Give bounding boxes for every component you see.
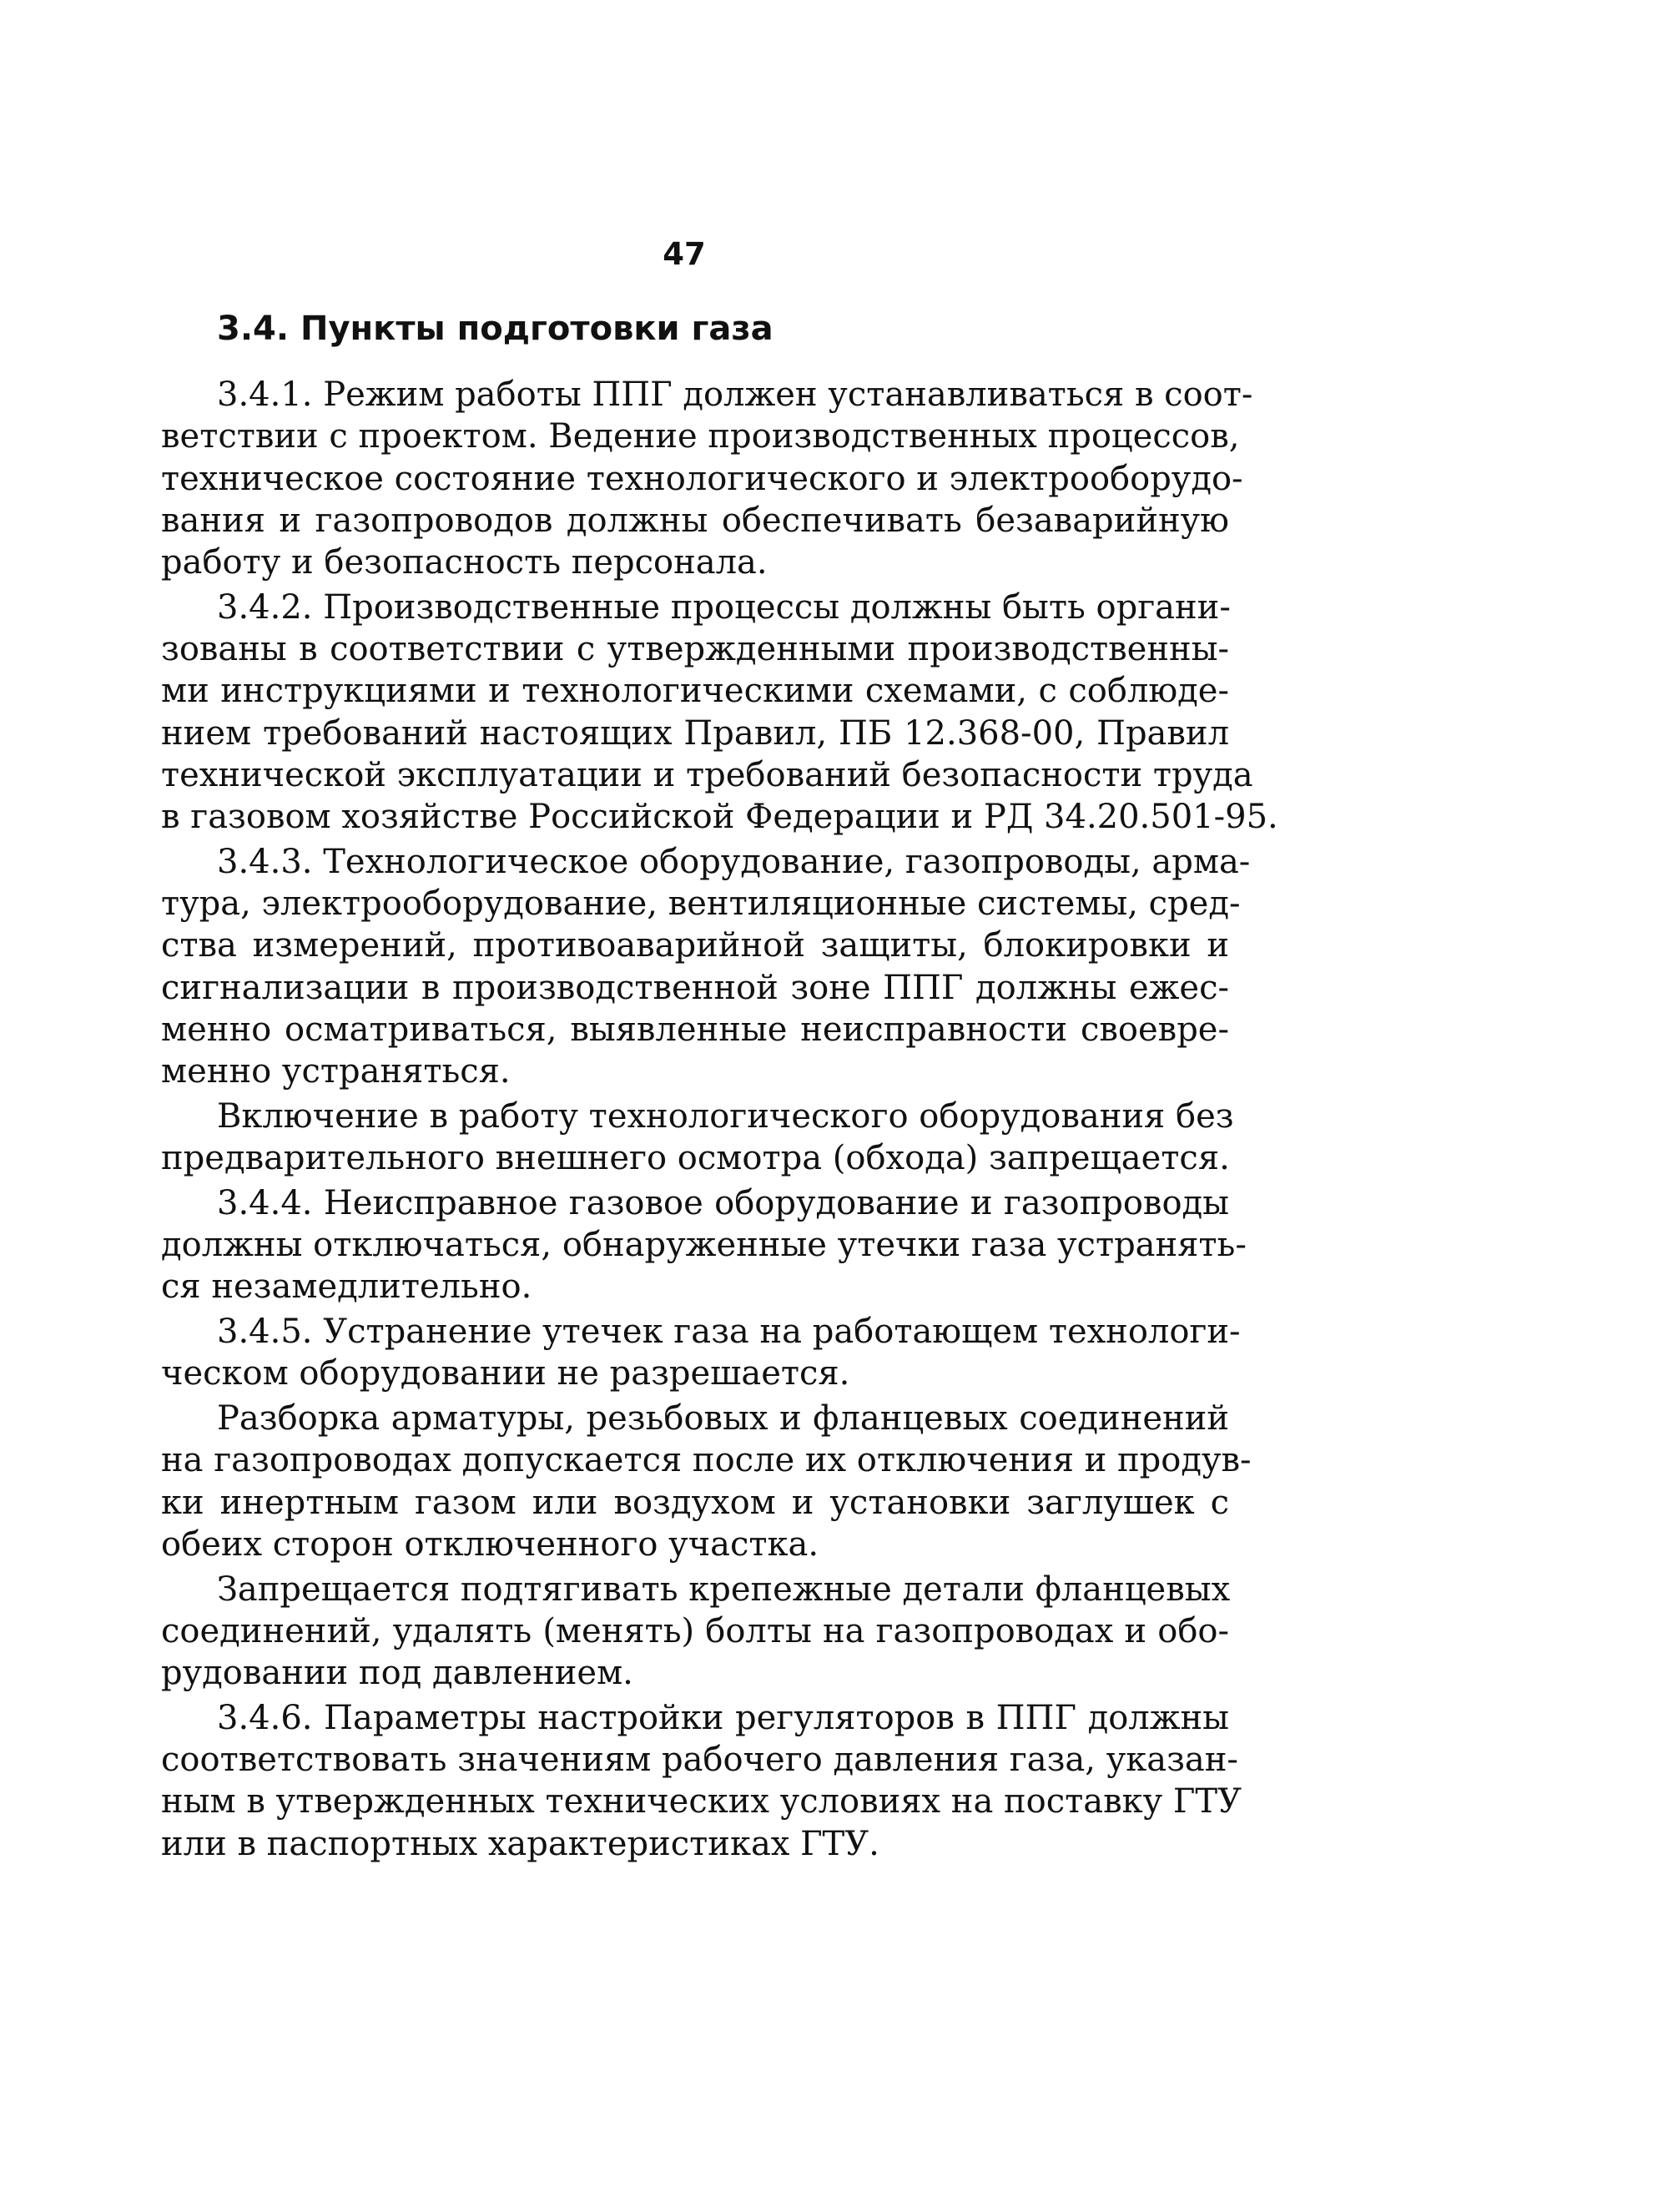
text-line: ческом оборудовании не разрешается. <box>161 1354 850 1393</box>
text-line: менно устраняться. <box>161 1052 511 1091</box>
text-line: 3.4.3. Технологическое оборудование, газопроводы, арма- <box>217 842 1251 881</box>
text-line: 3.4.5. Устранение утечек газа на работающем технологи- <box>217 1313 1241 1351</box>
paragraph-3-4-6 <box>161 1697 1242 1865</box>
paragraph-3-4-1 <box>161 374 1253 583</box>
text-line: ветствии с проектом. Ведение производственных процессов, <box>161 417 1240 456</box>
paragraph-3-4-4 <box>161 1182 1247 1308</box>
text-line: ми инструкциями и технологическими схемами, с соблюде- <box>161 672 1229 711</box>
text-line: или в паспортных характеристиках ГТУ. <box>161 1824 879 1863</box>
text-line: соответствовать значениям рабочего давления газа, указан- <box>161 1741 1238 1779</box>
text-line: 3.4.6. Параметры настройки регуляторов в ППГ должны <box>217 1698 1229 1737</box>
text-line: в газовом хозяйстве Российской Федерации и РД 34.20.501-95. <box>161 798 1278 836</box>
text-line: ным в утвержденных технических условиях на поставку ГТУ <box>161 1782 1242 1821</box>
text-line: 3.4.4. Неисправное газовое оборудование и газопроводы <box>217 1183 1229 1222</box>
text-line: Включение в работу технологического оборудования без <box>217 1096 1234 1136</box>
text-line: зованы в соответствии с утвержденными производственны- <box>161 630 1229 668</box>
page-number: 47 <box>663 236 706 272</box>
text-line: техническое состояние технологического и электрооборудо- <box>161 459 1243 498</box>
text-line: ства измерений, противоаварийной защиты, блокировки и <box>161 926 1229 965</box>
text-line: нием требований настоящих Правил, ПБ 12.368-00, Правил <box>161 713 1229 753</box>
paragraph-3-4-2 <box>161 587 1278 839</box>
paragraph-inspection <box>161 1096 1234 1180</box>
section-title: 3.4. Пункты подготовки газа <box>217 310 774 348</box>
text-line: обеих сторон отключенного участка. <box>161 1524 819 1564</box>
text-line: вания и газопроводов должны обеспечивать безаварийную <box>161 501 1229 540</box>
paragraph-3-4-5 <box>161 1311 1241 1395</box>
body-text <box>161 374 1278 1865</box>
text-line: технической эксплуатации и требований безопасности труда <box>161 755 1253 794</box>
paragraph-prohibition <box>161 1569 1229 1695</box>
text-line: тура, электрооборудование, вентиляционные системы, сред- <box>161 884 1241 923</box>
text-line: должны отключаться, обнаруженные утечки газа устранять- <box>161 1226 1247 1264</box>
paragraph-disassembly <box>161 1398 1252 1565</box>
text-line: менно осматриваться, выявленные неисправности своевре- <box>161 1010 1229 1049</box>
paragraph-3-4-3 <box>161 841 1251 1093</box>
text-line: соединений, удалять (менять) болты на газопроводах и обо- <box>161 1611 1229 1650</box>
text-line: работу и безопасность персонала. <box>161 543 768 582</box>
text-line: сигнализации в производственной зоне ППГ должны ежес- <box>161 968 1229 1007</box>
text-line: 3.4.1. Режим работы ППГ должен устанавливаться в соот- <box>217 375 1253 414</box>
text-line: рудовании под давлением. <box>161 1654 633 1692</box>
text-line: Запрещается подтягивать крепежные детали фланцевых <box>217 1570 1231 1609</box>
text-line: 3.4.2. Производственные процессы должны быть органи- <box>217 587 1231 627</box>
text-line: Разборка арматуры, резьбовых и фланцевых соединений <box>217 1399 1229 1438</box>
text-line: на газопроводах допускается после их отключения и продув- <box>161 1441 1252 1480</box>
text-line: предварительного внешнего осмотра (обхода) запрещается. <box>161 1139 1230 1177</box>
text-line: ки инертным газом или воздухом и установки заглушек с <box>161 1483 1229 1522</box>
text-line: ся незамедлительно. <box>161 1267 532 1307</box>
